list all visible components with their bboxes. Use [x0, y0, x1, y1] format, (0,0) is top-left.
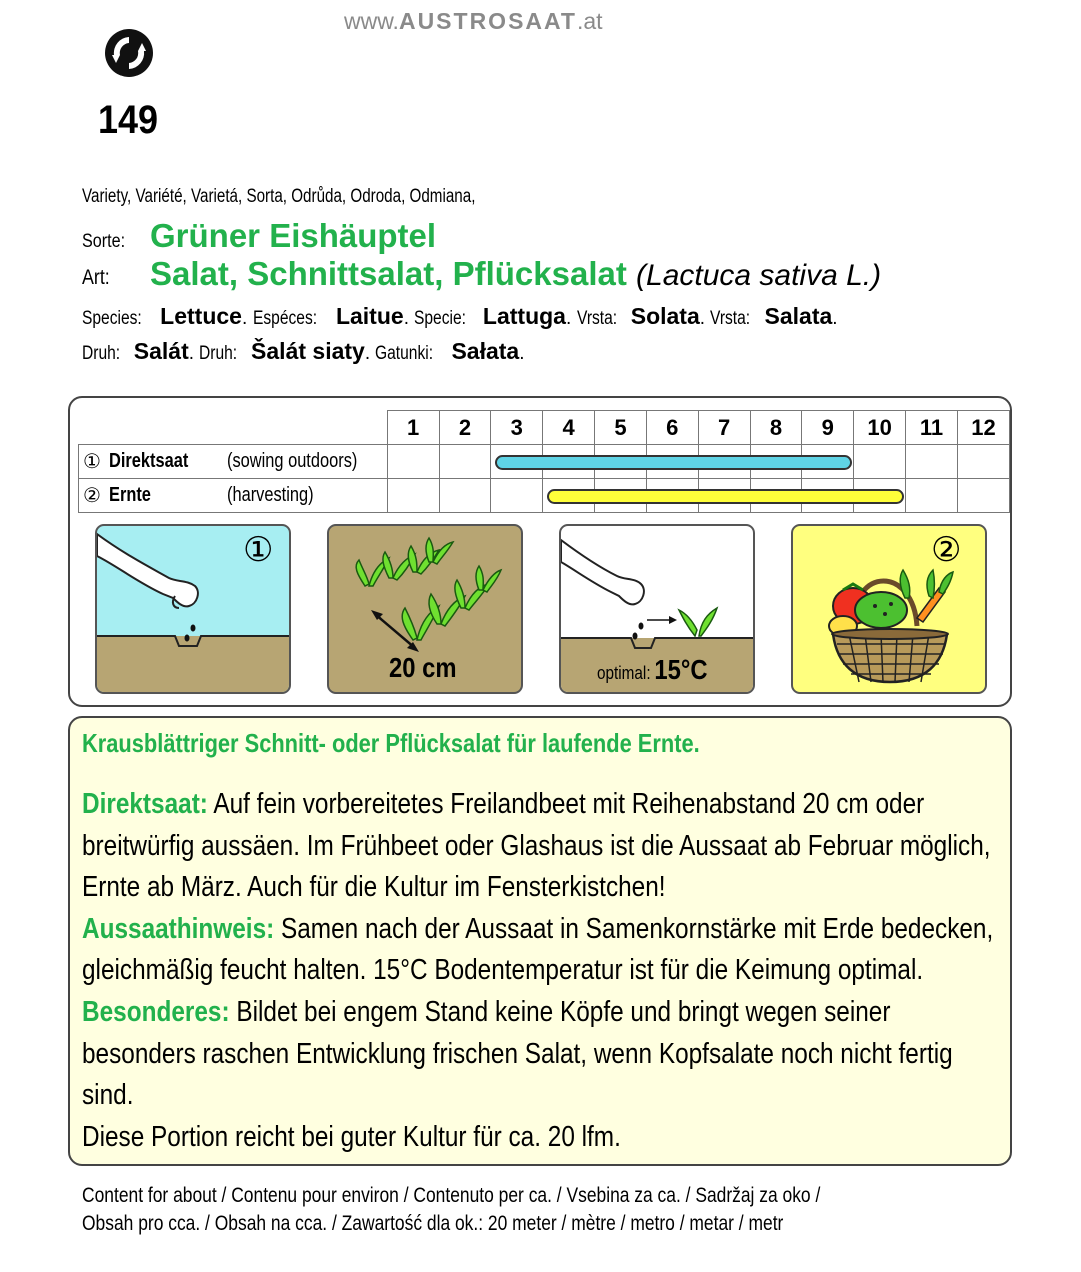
site-suffix: .at	[576, 8, 603, 34]
row-label-de: Direktsaat	[109, 450, 189, 472]
month-cell: 6	[646, 411, 698, 445]
direktsaat-text: Auf fein vorbereitetes Freilandbeet mit Reihenabstand 20 cm oder breitwürfig aussäen. Im Frühbeet oder Glashaus ist die Aussaat ab Februar möglich, Ernte ab März. Auch für die Kultur im Fensterkistchen!	[82, 788, 991, 904]
species-label: Vrsta:	[710, 308, 751, 329]
species-value: Salát	[133, 338, 189, 364]
species-label: Druh:	[82, 343, 121, 364]
site-prefix: www.	[344, 8, 399, 34]
step-number: ①	[83, 451, 101, 473]
description-headline: Krausblättriger Schnitt- oder Pflücksalat für laufende Ernte.	[82, 728, 700, 758]
month-cell: 11	[906, 411, 958, 445]
direktsaat-label: Direktsaat:	[82, 788, 208, 820]
header-blank	[79, 411, 388, 445]
green-dot-recycle-icon	[104, 28, 154, 78]
species-label: Gatunki:	[375, 343, 434, 364]
step-number: ②	[83, 485, 101, 507]
species-label: Espéces:	[252, 308, 317, 329]
month-cell: 9	[802, 411, 854, 445]
month-cell: 5	[595, 411, 647, 445]
species-line-1: Species: Lettuce. Espéces: Laitue. Specie: Lattuga. Vrsta: Solata. Vrsta: Salata.	[82, 303, 838, 329]
species-label: Species:	[82, 308, 142, 329]
month-cell: 7	[698, 411, 750, 445]
species-value: Solata	[630, 303, 700, 329]
variety-name: Grüner Eishäuptel	[150, 217, 437, 254]
month-cell: 12	[957, 411, 1009, 445]
species-value: Šalát siaty	[251, 338, 365, 364]
sowing-row-label	[79, 445, 388, 479]
aussaathinweis-text: Samen nach der Aussaat in Samenkornstärke mit Erde bedecken, gleichmäßig feucht halten. 15°C Bodentemperatur ist für die Keimung optimal.	[82, 912, 994, 987]
besonderes-text: Bildet bei engem Stand keine Köpfe und bringt wegen seiner besonders raschen Entwicklung frischen Salat, wenn Kopfsalate noch nicht fertig sind.	[82, 995, 953, 1112]
site-brand: AUSTROSAAT	[398, 8, 577, 34]
temperature-label: optimal:	[597, 663, 651, 683]
sowing-pictogram	[95, 524, 291, 694]
species-label: Vrsta:	[576, 308, 617, 329]
month-cell: 3	[491, 411, 543, 445]
description-box	[68, 716, 1012, 1166]
harvest-row-label	[79, 479, 388, 513]
step-number: ②	[931, 531, 962, 569]
temperature-text	[597, 654, 708, 686]
row-spacing-label: 20 cm	[389, 652, 457, 683]
month-cell: 4	[543, 411, 595, 445]
besonderes-label: Besonderes:	[82, 995, 230, 1028]
row-label-en: (harvesting)	[227, 484, 314, 506]
content-note-line-2: Obsah pro cca. / Obsah na cca. / Zawartość dla ok.: 20 meter / mètre / metro / metar / metr	[82, 1212, 784, 1235]
species-label: Specie:	[414, 308, 467, 329]
step-number: ①	[243, 531, 274, 569]
content-note-line-1: Content for about / Contenu pour environ / Contenuto per ca. / Vsebina za ca. / Sadržaj za oko /	[82, 1184, 821, 1207]
species-value: Lettuce	[160, 303, 242, 329]
species-label: Druh:	[199, 343, 238, 364]
art-label: Art:	[82, 266, 110, 289]
latin-name: (Lactuca sativa L.)	[636, 259, 882, 292]
description-body	[82, 784, 998, 1158]
sowing-period-bar	[495, 455, 852, 470]
portion-text: Diese Portion reicht bei guter Kultur für ca. 20 lfm.	[82, 1120, 621, 1153]
harvest-pictogram	[791, 524, 987, 694]
species-value: Sałata	[451, 338, 520, 364]
month-cell: 10	[854, 411, 906, 445]
temperature-value: 15°C	[654, 654, 708, 685]
art-value: Salat, Schnittsalat, Pflücksalat	[150, 255, 627, 292]
species-line-2: Druh: Salát. Druh: Šalát siaty. Gatunki: Sałata.	[82, 338, 525, 364]
product-code: 149	[98, 98, 159, 142]
month-header-row	[79, 411, 1010, 445]
species-value: Salata	[764, 303, 833, 329]
aussaathinweis-label: Aussaathinweis:	[82, 912, 275, 945]
temperature-pictogram	[559, 524, 755, 694]
species-value: Laitue	[335, 303, 404, 329]
art-line	[150, 255, 881, 293]
month-cell: 8	[750, 411, 802, 445]
harvest-period-bar	[547, 489, 904, 504]
spacing-pictogram	[327, 524, 523, 694]
row-label-en: (sowing outdoors)	[227, 450, 358, 472]
variety-labels: Variety, Variété, Varietá, Sorta, Odrůda, Odroda, Odmiana,	[82, 186, 476, 207]
sorte-label: Sorte:	[82, 231, 126, 252]
species-value: Lattuga	[482, 303, 566, 329]
month-cell: 1	[387, 411, 439, 445]
month-cell: 2	[439, 411, 491, 445]
calendar-box	[68, 396, 1012, 707]
website-url	[344, 8, 603, 35]
row-label-de: Ernte	[109, 484, 151, 506]
